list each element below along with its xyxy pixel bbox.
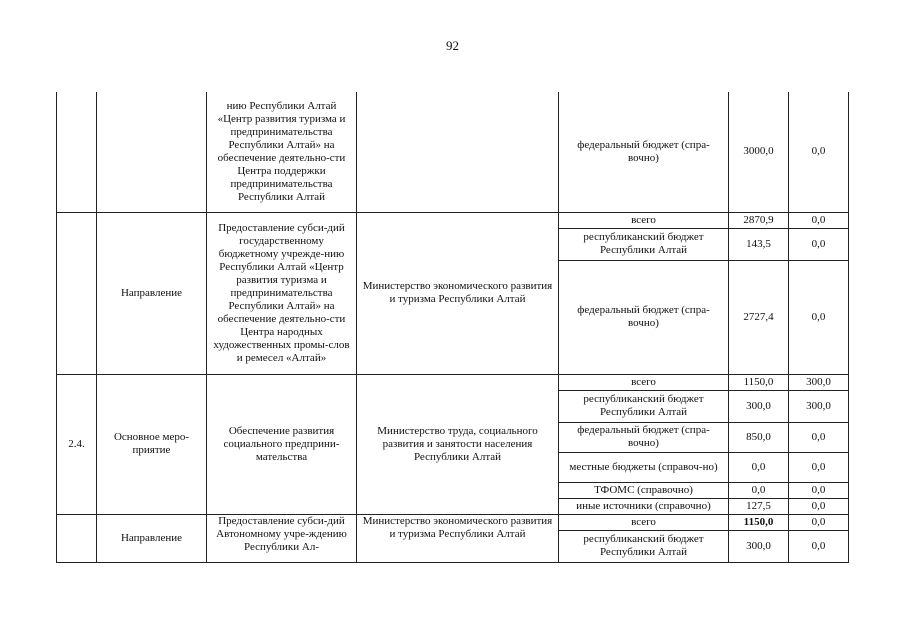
table-row — [57, 92, 849, 212]
value-cell-year2: 300,0 — [789, 374, 849, 390]
value-cell-year2: 0,0 — [789, 92, 849, 212]
funding-source-cell: ТФОМС (справочно) — [559, 482, 729, 498]
executor-cell: Министерство экономического развития и туризма Республики Алтай — [357, 514, 559, 562]
value-cell-year2: 0,0 — [789, 260, 849, 374]
funding-source-cell: республиканский бюджет Республики Алтай — [559, 530, 729, 562]
executor-cell: Министерство экономического развития и туризма Республики Алтай — [357, 212, 559, 374]
funding-source-cell: республиканский бюджет Республики Алтай — [559, 228, 729, 260]
description-cell: Предоставление субси-дий государственному бюджетному учрежде-нию Республики Алтай «Центр развития туризма и предпринимательства Республики Алтай» на обеспечение деятельно-сти Центра народных художественных промы-слов и ремесел «Алтай» — [207, 212, 357, 374]
table-row — [57, 212, 849, 228]
row-number-cell — [57, 92, 97, 212]
value-cell-year2: 0,0 — [789, 228, 849, 260]
funding-source-cell: всего — [559, 374, 729, 390]
value-cell-year1: 1150,0 — [729, 374, 789, 390]
value-cell-year2: 300,0 — [789, 390, 849, 422]
funding-source-cell: федеральный бюджет (спра-вочно) — [559, 422, 729, 452]
value-cell-year2: 0,0 — [789, 422, 849, 452]
row-type-cell — [97, 92, 207, 212]
value-cell-year1: 127,5 — [729, 498, 789, 514]
value-cell-year1: 300,0 — [729, 530, 789, 562]
value-cell-year1: 1150,0 — [729, 514, 789, 530]
table-row — [57, 374, 849, 390]
funding-source-cell: всего — [559, 514, 729, 530]
value-cell-year1: 2870,9 — [729, 212, 789, 228]
page-number: 92 — [446, 38, 459, 53]
value-cell-year1: 0,0 — [729, 482, 789, 498]
funding-source-cell: республиканский бюджет Республики Алтай — [559, 390, 729, 422]
row-type-cell: Направление — [97, 514, 207, 562]
description-cell: нию Республики Алтай «Центр развития туризма и предпринимательства Республики Алтай» на обеспечение деятельно-сти Центра поддержки предпринимательства Республики Алтай — [207, 92, 357, 212]
row-number-cell — [57, 212, 97, 374]
executor-cell: Министерство труда, социального развития и занятости населения Республики Алтай — [357, 374, 559, 514]
description-cell: Обеспечение развития социального предприни-мательства — [207, 374, 357, 514]
value-cell-year1: 143,5 — [729, 228, 789, 260]
program-table — [56, 92, 849, 563]
row-type-cell: Основное меро-приятие — [97, 374, 207, 514]
description-cell: Предоставление субси-дий Автономному учре-ждению Республики Ал- — [207, 514, 357, 562]
value-cell-year1: 0,0 — [729, 452, 789, 482]
funding-source-cell: федеральный бюджет (спра-вочно) — [559, 260, 729, 374]
value-cell-year2: 0,0 — [789, 482, 849, 498]
row-type-cell: Направление — [97, 212, 207, 374]
value-cell-year2: 0,0 — [789, 212, 849, 228]
funding-source-cell: всего — [559, 212, 729, 228]
value-cell-year1: 300,0 — [729, 390, 789, 422]
funding-source-cell: федеральный бюджет (спра-вочно) — [559, 92, 729, 212]
value-cell-year2: 0,0 — [789, 498, 849, 514]
executor-cell — [357, 92, 559, 212]
table-row — [57, 514, 849, 530]
funding-source-cell: иные источники (справочно) — [559, 498, 729, 514]
value-cell-year1: 3000,0 — [729, 92, 789, 212]
row-number-cell: 2.4. — [57, 374, 97, 514]
value-cell-year1: 2727,4 — [729, 260, 789, 374]
value-cell-year2: 0,0 — [789, 514, 849, 530]
value-cell-year2: 0,0 — [789, 452, 849, 482]
value-cell-year2: 0,0 — [789, 530, 849, 562]
row-number-cell — [57, 514, 97, 562]
value-cell-year1: 850,0 — [729, 422, 789, 452]
funding-source-cell: местные бюджеты (справоч-но) — [559, 452, 729, 482]
